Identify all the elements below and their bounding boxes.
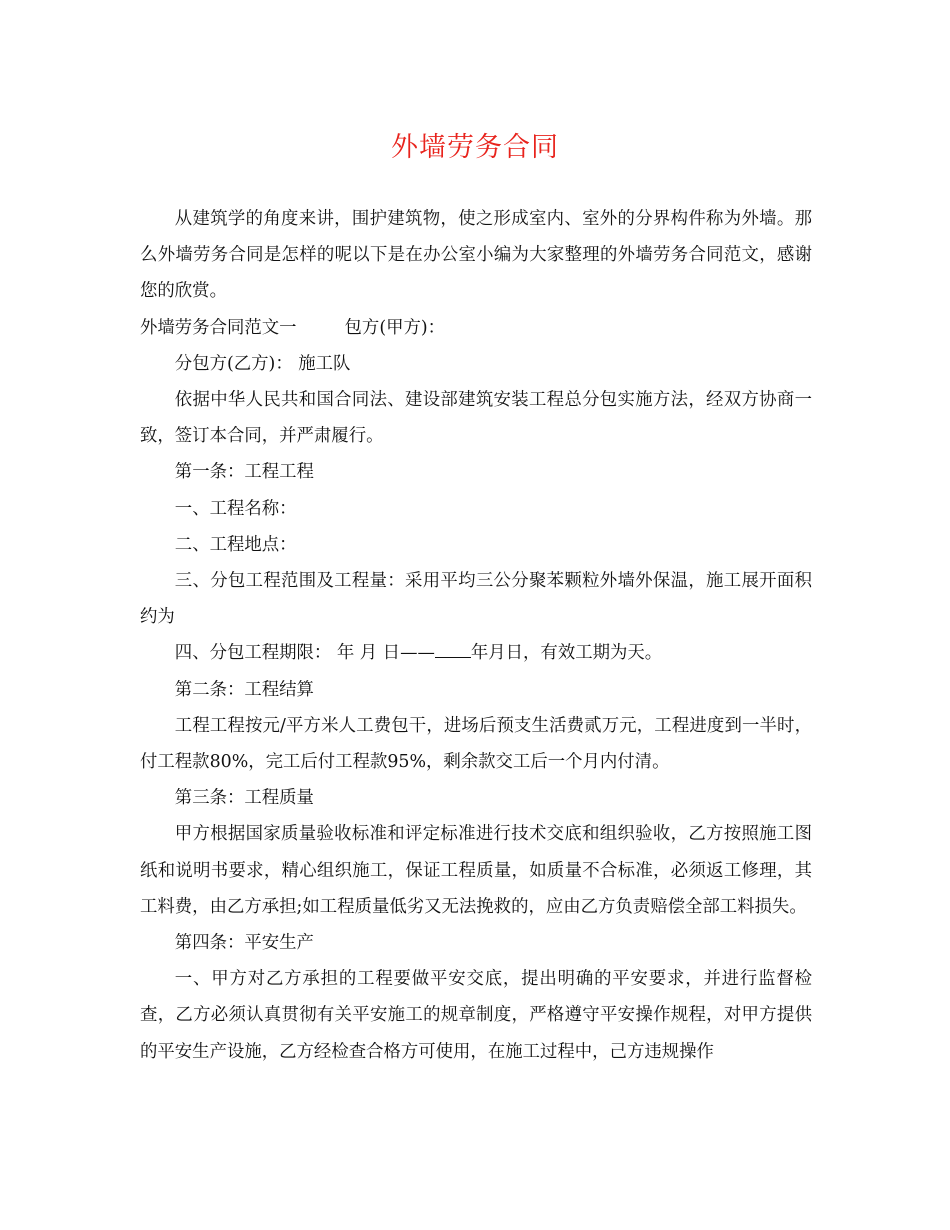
intro-paragraph: 从建筑学的角度来讲，围护建筑物，使之形成室内、室外的分界构件称为外墙。那么外墙劳务合同是怎样的呢以下是在办公室小编为大家整理的外墙劳务合同范文，感谢您的欣赏。 xyxy=(140,209,812,302)
document-body xyxy=(140,201,812,1070)
article-1-item-4 xyxy=(140,635,812,671)
safety-item-1: 一、甲方对乙方承担的工程要做平安交底，提出明确的平安要求，并进行监督检查，乙方必须认真贯彻有关平安施工的规章制度，严格遵守平安操作规程，对甲方提供的平安生产设施，乙方经检查合格方可使用，在施工过程中，己方违规操作 xyxy=(140,969,812,1062)
party-b-line: 分包方(乙方)： 施工队 xyxy=(174,353,351,374)
article-2-title: 第二条：工程结算 xyxy=(174,679,314,700)
basis-paragraph: 依据中华人民共和国合同法、建设部建筑安装工程总分包实施方法，经双方协商一致，签订本合同，并严肃履行。 xyxy=(140,390,812,447)
party-a-label: 包方(甲方)： xyxy=(344,317,446,338)
term-suffix: 年月日，有效工期为天。 xyxy=(470,643,663,664)
settlement-paragraph: 工程工程按元/平方米人工费包干，进场后预支生活费贰万元，工程进度到一半时，付工程款80%，完工后付工程款95%，剩余款交工后一个月内付清。 xyxy=(140,715,812,773)
article-1-title: 第一条：工程工程 xyxy=(174,462,314,483)
sample-heading-line xyxy=(140,310,812,346)
term-blank xyxy=(435,640,471,658)
article-1-item-3: 三、分包工程范围及工程量：采用平均三公分聚苯颗粒外墙外保温，施工展开面积约为 xyxy=(140,571,812,628)
document-title: 外墙劳务合同 xyxy=(391,132,559,163)
article-3-title: 第三条：工程质量 xyxy=(174,788,314,809)
term-prefix: 四、分包工程期限： 年 月 日—— xyxy=(174,643,435,664)
article-4-title: 第四条：平安生产 xyxy=(174,933,314,954)
article-1-item-2: 二、工程地点： xyxy=(174,534,297,555)
article-1-item-1: 一、工程名称： xyxy=(174,498,297,519)
quality-paragraph: 甲方根据国家质量验收标准和评定标准进行技术交底和组织验收，乙方按照施工图纸和说明书要求，精心组织施工，保证工程质量，如质量不合标准，必须返工修理，其工料费，由乙方承担;如工程质量低劣又无法挽救的，应由乙方负责赔偿全部工料损失。 xyxy=(140,824,812,917)
sample-heading: 外墙劳务合同范文一 xyxy=(140,317,297,338)
